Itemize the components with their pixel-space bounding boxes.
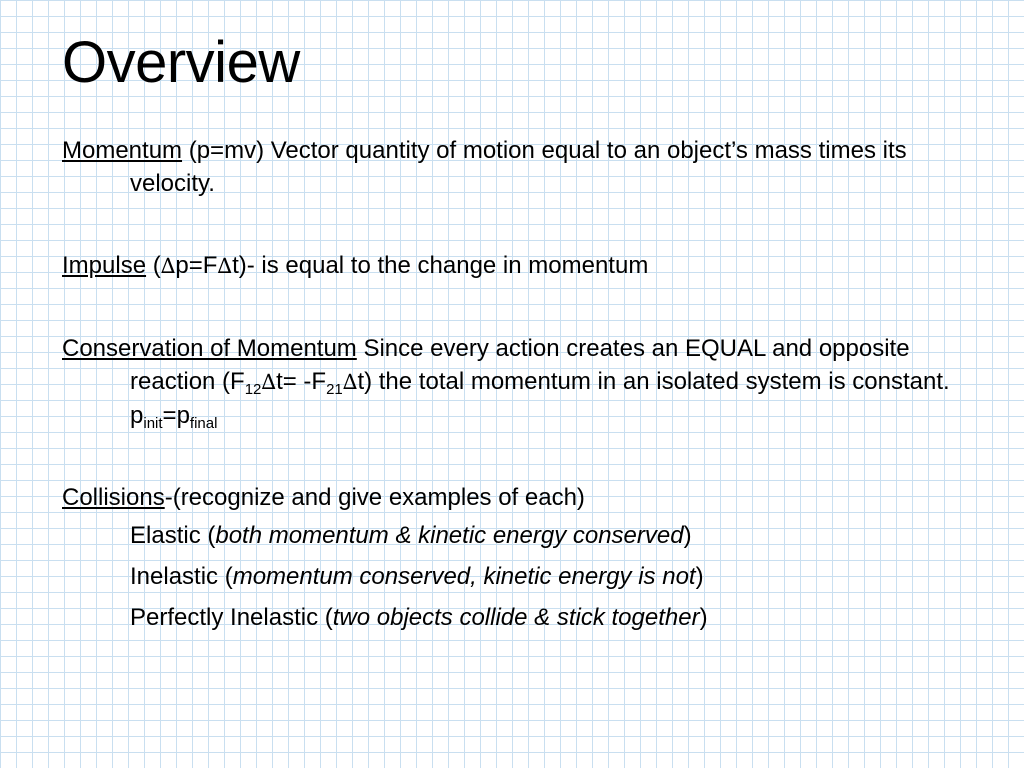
close-paren: ) [699, 604, 708, 631]
collision-type-inelastic [62, 556, 972, 597]
slide-body [62, 134, 972, 638]
subscript: final [189, 415, 218, 432]
impulse-formula-part: p=F [175, 252, 218, 279]
collision-type-perfectly-inelastic [62, 597, 972, 638]
impulse-definition: t)- is equal to the change in momentum [232, 252, 649, 279]
collisions-description: -(recognize and give examples of each) [164, 484, 585, 511]
momentum-term: Momentum [62, 137, 183, 164]
collision-type-description: momentum conserved, kinetic energy is not [232, 563, 696, 590]
collision-type-name: Elastic ( [130, 522, 216, 549]
subscript: 12 [244, 381, 262, 398]
impulse-open-paren: ( [146, 252, 161, 279]
subscript: init [143, 415, 163, 432]
conservation-text-part: t) the total momentum in an isolated system is constant. p [130, 368, 950, 429]
collision-type-description: two objects collide & stick together [332, 604, 700, 631]
subscript: 21 [326, 381, 343, 398]
collision-type-elastic [62, 515, 972, 556]
conservation-term: Conservation of Momentum [62, 335, 357, 362]
collision-type-description: both momentum & kinetic energy conserved [215, 522, 684, 549]
collision-type-name: Perfectly Inelastic ( [130, 604, 333, 631]
delta-symbol: ∆ [217, 254, 233, 278]
delta-symbol: ∆ [261, 370, 277, 394]
collision-type-name: Inelastic ( [130, 563, 233, 590]
conservation-paragraph [62, 332, 972, 432]
collisions-paragraph [62, 481, 972, 514]
close-paren: ) [683, 522, 692, 549]
close-paren: ) [695, 563, 704, 590]
momentum-definition: (p=mv) Vector quantity of motion equal to an object’s mass times its velocity. [130, 137, 907, 197]
slide-title: Overview [62, 30, 300, 95]
conservation-text-part: Since every action creates an EQUAL and opposite reaction (F [130, 335, 910, 395]
conservation-text-part: =p [162, 402, 190, 429]
impulse-paragraph [62, 249, 972, 283]
collisions-term: Collisions [62, 484, 165, 511]
conservation-text-part: t= -F [276, 368, 327, 395]
delta-symbol: ∆ [342, 370, 358, 394]
momentum-paragraph [62, 134, 972, 200]
impulse-term: Impulse [62, 252, 147, 279]
delta-symbol: ∆ [160, 254, 176, 278]
